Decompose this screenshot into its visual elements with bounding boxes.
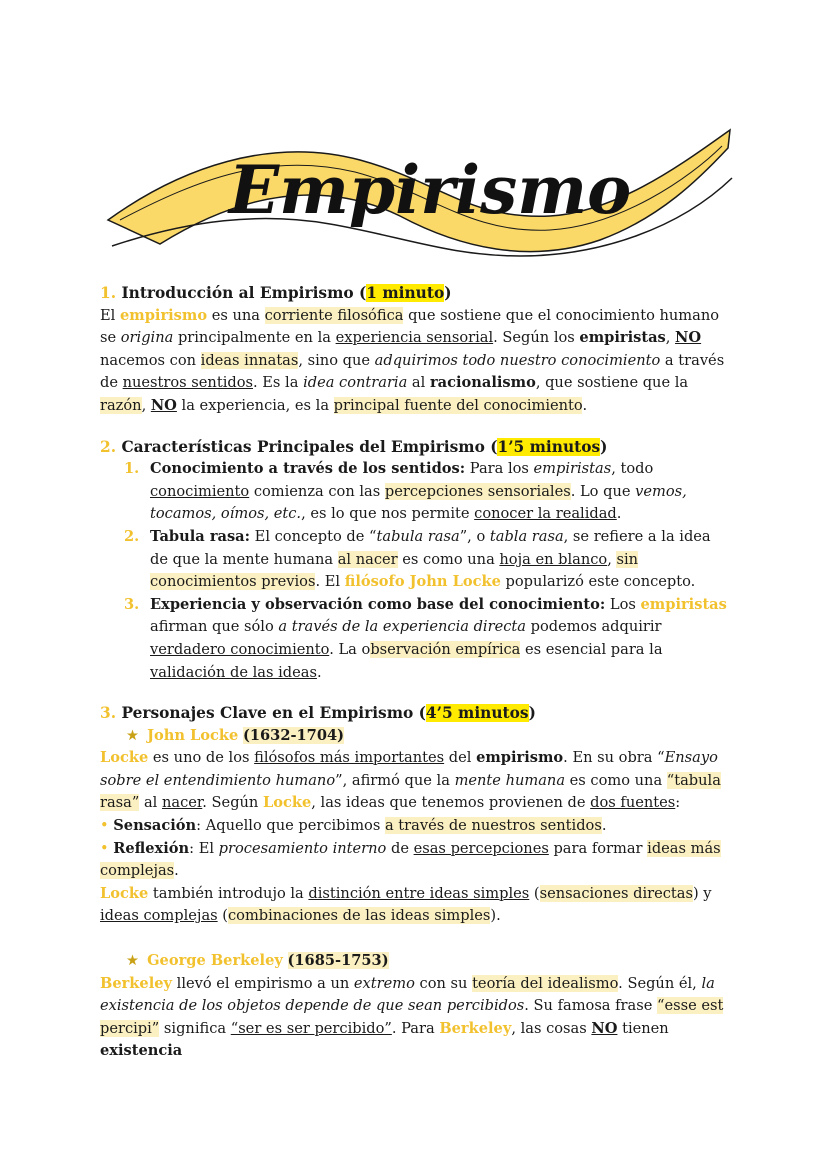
text: . — [316, 663, 322, 681]
text: con su — [414, 974, 473, 992]
highlight: a través de nuestros sentidos — [384, 817, 602, 835]
text: es como una — [565, 771, 667, 789]
text: . Su famosa frase — [524, 997, 657, 1015]
underlined-text: esas percepciones — [413, 839, 549, 857]
text: es una — [207, 306, 265, 324]
person-dates: (1632-1704) — [242, 726, 345, 744]
text: . — [601, 817, 607, 835]
bold-text: empiristas — [579, 329, 666, 347]
list-item — [100, 594, 728, 684]
paragraph — [100, 973, 728, 1063]
italic-text: vemos, tocamos, oímos, etc. — [150, 482, 687, 523]
italic-text: mente humana — [454, 771, 566, 789]
title-banner — [100, 108, 740, 268]
text: . — [616, 505, 622, 523]
text: . Es la — [252, 374, 304, 392]
highlight: al nacer — [337, 550, 398, 568]
paragraph — [100, 747, 728, 815]
text: , — [607, 550, 617, 568]
text: al — [407, 374, 430, 392]
characteristics-list — [100, 458, 728, 684]
highlight: principal fuente del conocimiento — [333, 396, 583, 414]
text: ”, afirmó que la — [335, 771, 455, 789]
text: llevó el empirismo a un — [172, 974, 354, 992]
highlight: bservación empírica — [370, 640, 521, 658]
text: . Para — [391, 1019, 440, 1037]
item-title: Tabula rasa: — [150, 527, 251, 545]
paren: ) — [444, 284, 452, 302]
underlined-text: “ser es ser percibido” — [230, 1019, 392, 1037]
keyword: Berkeley — [439, 1019, 512, 1037]
text: , que sostiene que la — [535, 374, 689, 392]
highlight: “tabula rasa” — [100, 771, 721, 812]
italic-text: la existencia de los objetos depende de que sean percibidos — [100, 974, 715, 1015]
underlined-text: distinción entre ideas simples — [308, 884, 530, 902]
highlight: sin conocimientos previos — [150, 550, 639, 591]
text: la experiencia, es la — [176, 396, 334, 414]
bullet-reflexion — [100, 838, 728, 883]
text: , — [141, 396, 151, 414]
bold-text: existencia — [100, 1042, 183, 1060]
keyword: Berkeley — [100, 974, 173, 992]
bold-text: Sensación — [113, 817, 197, 835]
text: es como una — [397, 550, 500, 568]
text: Para los — [465, 460, 534, 478]
highlight: razón — [100, 396, 142, 414]
item-title: Experiencia y observación como base del conocimiento: — [150, 595, 606, 613]
list-number: 3. — [124, 595, 140, 613]
time-badge: 1’5 minutos — [497, 437, 601, 456]
text: . — [582, 396, 588, 414]
underlined-text: filósofos más importantes — [254, 749, 445, 767]
text: . — [174, 862, 179, 880]
section-introduccion — [100, 282, 728, 418]
keyword: filósofo John Locke — [344, 573, 501, 591]
list-item — [100, 526, 728, 594]
section-personajes — [100, 702, 728, 1063]
text — [283, 952, 288, 969]
bullet-sensacion — [100, 815, 728, 838]
text: . En su obra “ — [563, 749, 665, 767]
italic-text: tabula rasa — [376, 527, 460, 545]
time-badge: 1 minuto — [366, 284, 445, 302]
italic-text: empiristas — [533, 460, 612, 478]
text: ). — [490, 907, 501, 925]
underlined-text: conocimiento — [150, 482, 250, 500]
keyword: empirismo — [119, 306, 208, 324]
text: podemos adquirir — [525, 618, 662, 636]
bold-underlined: NO — [591, 1019, 618, 1037]
text: que sostiene que el conocimiento humano se — [100, 306, 720, 347]
underlined-text: validación de las ideas — [150, 663, 317, 681]
section-title: Introducción al Empirismo ( — [121, 284, 367, 302]
text: : Aquello que percibimos — [196, 817, 385, 835]
section-heading — [100, 282, 728, 305]
document-body — [100, 282, 728, 1081]
italic-text: idea contraria — [303, 374, 408, 392]
italic-text: tabla rasa — [489, 527, 564, 545]
bold-text: empirismo — [476, 749, 564, 767]
text: ( — [529, 884, 540, 902]
person-name: John Locke — [147, 726, 239, 744]
bold-text: Reflexión — [113, 839, 190, 857]
text: para formar — [548, 839, 648, 857]
text: El concepto de “ — [250, 527, 377, 545]
paragraph — [100, 883, 728, 928]
bold-text: racionalismo — [429, 374, 536, 392]
highlight: combinaciones de las ideas simples — [227, 907, 491, 925]
text: afirman que sólo — [150, 618, 279, 636]
list-item — [100, 458, 728, 526]
underlined-text: dos fuentes — [590, 794, 676, 812]
highlight: percepciones sensoriales — [384, 482, 571, 500]
text: nacemos con — [100, 351, 201, 369]
text: ( — [217, 907, 228, 925]
section-caracteristicas — [100, 436, 728, 685]
text: : El — [189, 839, 219, 857]
person-heading-locke — [100, 725, 728, 748]
star-icon: ★ — [126, 726, 140, 744]
bold-underlined: NO — [675, 329, 702, 347]
text: de — [386, 839, 414, 857]
highlight: sensaciones directas — [539, 884, 693, 902]
text: . Lo que — [570, 482, 636, 500]
paragraph — [100, 305, 728, 418]
underlined-text: nacer — [161, 794, 203, 812]
text: , todo — [611, 460, 654, 478]
text: . La o — [329, 640, 371, 658]
bullet-icon: • — [100, 839, 109, 857]
text: del — [444, 749, 477, 767]
underlined-text: conocer la realidad — [474, 505, 617, 523]
text: comienza con las — [249, 482, 385, 500]
italic-text: adquirimos todo nuestro conocimiento — [374, 351, 661, 369]
section-number: 3. — [100, 704, 117, 723]
keyword: Locke — [100, 884, 149, 902]
section-heading — [100, 436, 728, 459]
underlined-text: verdadero conocimiento — [150, 640, 330, 658]
italic-text: a través de la experiencia directa — [278, 618, 526, 636]
person-dates: (1685-1753) — [287, 952, 389, 970]
text: también introdujo la — [148, 884, 309, 902]
person-heading-berkeley — [100, 950, 728, 973]
highlight: “esse est percipi” — [100, 997, 724, 1037]
section-title: Personajes Clave en el Empirismo ( — [121, 704, 426, 723]
section-number: 2. — [100, 437, 117, 456]
text: . Según — [202, 794, 263, 812]
text: Los — [605, 595, 641, 613]
highlight: corriente filosófica — [264, 306, 404, 324]
text: tienen — [617, 1019, 669, 1037]
section-number: 1. — [100, 284, 117, 302]
item-title: Conocimiento a través de los sentidos: — [150, 460, 466, 478]
italic-text: extremo — [353, 974, 415, 992]
page-title: Empirismo — [228, 151, 632, 229]
paren: ) — [528, 704, 536, 723]
list-number: 1. — [124, 460, 140, 478]
text: es uno de los — [148, 749, 255, 767]
text: , las cosas — [511, 1019, 592, 1037]
highlight: teoría del idealismo — [472, 974, 619, 992]
text: a través de — [100, 351, 725, 392]
text: , es lo que nos permite — [301, 505, 475, 523]
text: . Según él, — [618, 974, 702, 992]
text: es esencial para la — [520, 640, 663, 658]
text: principalmente en la — [173, 329, 336, 347]
section-heading — [100, 702, 728, 725]
text: significa — [159, 1019, 231, 1037]
keyword: Locke — [262, 794, 312, 812]
time-badge: 4’5 minutos — [425, 704, 529, 723]
text: El — [100, 306, 120, 324]
underlined-text: hoja en blanco — [499, 550, 608, 568]
italic-text: procesamiento interno — [218, 839, 387, 857]
bold-underlined: NO — [150, 396, 177, 414]
keyword: Locke — [100, 749, 149, 767]
italic-text: origina — [120, 329, 174, 347]
text: , se refiere a la idea de que la mente humana — [150, 527, 711, 568]
text: . Según los — [493, 329, 580, 347]
bullet-icon: • — [100, 817, 109, 835]
section-title: Características Principales del Empirismo ( — [121, 437, 498, 456]
text: ”, o — [459, 527, 490, 545]
underlined-text: nuestros sentidos — [122, 374, 253, 392]
underlined-text: experiencia sensorial — [335, 329, 494, 347]
paren: ) — [600, 437, 608, 456]
text: al — [139, 794, 162, 812]
text: . El — [315, 573, 345, 591]
list-number: 2. — [124, 527, 140, 545]
star-icon: ★ — [126, 952, 140, 970]
text: , las ideas que tenemos provienen de — [311, 794, 591, 812]
text: : — [675, 794, 681, 812]
italic-text: Ensayo sobre el entendimiento humano — [100, 749, 718, 789]
text: ) y — [692, 884, 712, 902]
keyword: empiristas — [640, 595, 727, 613]
text: popularizó este concepto. — [500, 573, 696, 591]
highlight: ideas más complejas — [100, 839, 721, 880]
person-name: George Berkeley — [147, 952, 283, 970]
text: , — [665, 329, 676, 347]
highlight: ideas innatas — [200, 351, 299, 369]
underlined-text: ideas complejas — [100, 907, 218, 925]
text: , sino que — [298, 351, 375, 369]
